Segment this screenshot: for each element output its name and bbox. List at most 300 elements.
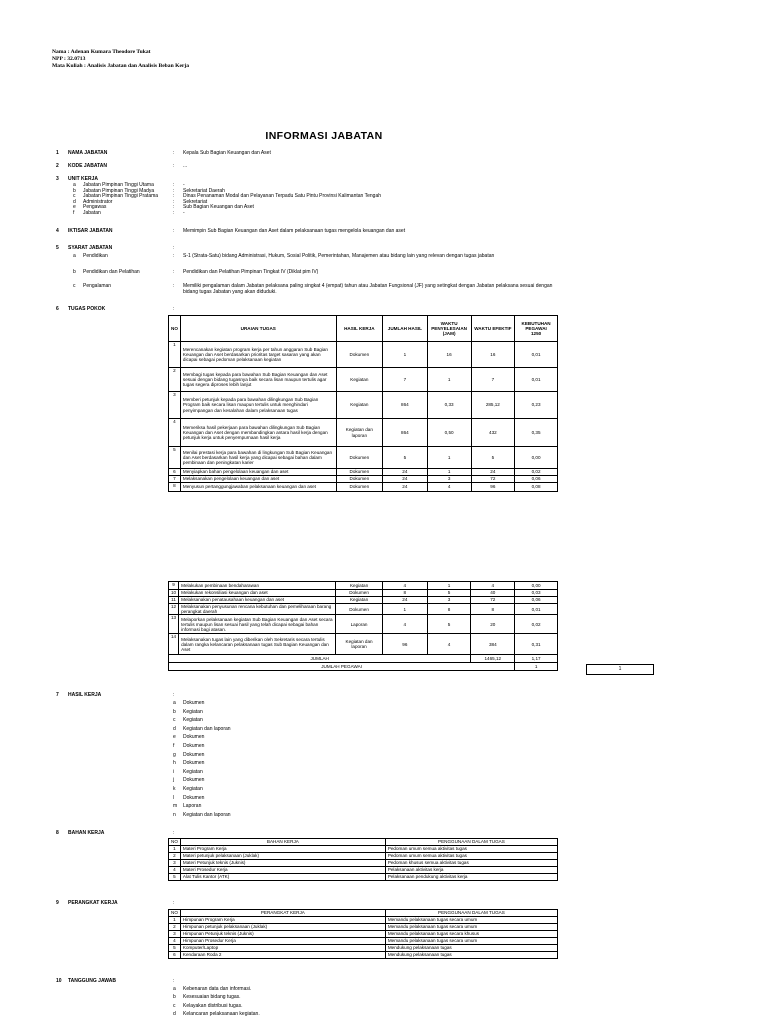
section-label: BAHAN KERJA bbox=[68, 830, 105, 836]
cell-waktu-penyelesaian: 8 bbox=[427, 604, 471, 615]
cell-no: 4 bbox=[169, 419, 181, 447]
list-item: Laporan bbox=[183, 803, 202, 810]
item-label: Pendidikan bbox=[83, 253, 108, 259]
colon: : bbox=[173, 692, 175, 698]
list-item-letter: b bbox=[173, 708, 176, 715]
section-number: 3 bbox=[56, 176, 59, 182]
list-item-letter: k bbox=[173, 786, 176, 792]
cell-kebutuhan-pegawai: 0,08 bbox=[515, 483, 558, 492]
cell-item: Materi petunjuk pelaksanaan (Juklak) bbox=[180, 853, 385, 860]
section-label: IKTISAR JABATAN bbox=[68, 228, 113, 234]
col-header-kebutuhan-pegawai bbox=[515, 316, 558, 342]
col-header-no: NO bbox=[169, 910, 181, 917]
cell-kebutuhan-pegawai: 0,01 bbox=[515, 604, 558, 615]
section-label: TANGGUNG JAWAB bbox=[68, 978, 116, 984]
jumlah-label: JUMLAH bbox=[169, 655, 471, 663]
col-header-no: NO bbox=[169, 316, 181, 342]
table-row bbox=[169, 924, 558, 931]
col-header-jumlah: JUMLAH HASIL bbox=[383, 316, 428, 342]
item-value: Sekretariat Daerah bbox=[183, 187, 225, 194]
cell-jumlah-hasil: 24 bbox=[382, 597, 427, 604]
list-item-letter: d bbox=[173, 725, 176, 732]
item-label: Jabatan bbox=[83, 210, 101, 216]
section-hasil-kerja bbox=[0, 692, 768, 700]
col-header-waktu-penyelesaian: WAKTU PENYELESAIAN (JAM) bbox=[427, 316, 471, 342]
cell-jumlah-hasil: 24 bbox=[383, 483, 428, 492]
cell-penggunaan: Pedoman khusus semua aktivitas tugas bbox=[385, 860, 557, 867]
cell-penggunaan: Mendukung pelaksanaan tugas bbox=[385, 945, 557, 952]
cell-waktu-penyelesaian: 1 bbox=[427, 469, 471, 476]
table-row bbox=[169, 917, 558, 924]
cell-kebutuhan-pegawai: 0,00 bbox=[515, 582, 558, 590]
jumlah-pegawai-label: JUMLAH PEGAWAI bbox=[169, 663, 515, 671]
col-header-penggunaan: PENGGUNAAN DALAM TUGAS bbox=[385, 910, 557, 917]
table-row bbox=[169, 945, 558, 952]
section-bahan-kerja bbox=[0, 830, 768, 838]
jumlah-waktu-efektif: 1465,12 bbox=[471, 655, 515, 663]
tugas-pokok-table bbox=[168, 315, 558, 492]
table-row bbox=[169, 634, 558, 655]
cell-waktu-penyelesaian: 5 bbox=[427, 590, 471, 597]
cell-uraian: Melakukan rekonsiliasi keuangan dan aset bbox=[179, 590, 336, 597]
table-row bbox=[169, 590, 558, 597]
cell-kebutuhan-pegawai: 0,01 bbox=[515, 342, 558, 368]
cell-no: 4 bbox=[169, 938, 181, 945]
cell-jumlah-hasil: 4 bbox=[382, 615, 427, 634]
item-label: Pengalaman bbox=[83, 283, 112, 289]
list-item-letter: a bbox=[173, 700, 176, 706]
list-item: Kegiatan bbox=[183, 708, 203, 715]
cell-no: 1 bbox=[169, 846, 181, 853]
jumlah-row bbox=[169, 655, 558, 663]
cell-waktu-efektif: 8 bbox=[471, 604, 515, 615]
cell-hasil-kerja: Dokumen bbox=[336, 342, 383, 368]
list-item: Dokumen bbox=[183, 743, 205, 749]
list-item-letter: h bbox=[173, 760, 176, 767]
colon: : bbox=[173, 163, 175, 169]
cell-waktu-penyelesaian: 1 bbox=[427, 582, 471, 590]
kebutuhan-label: KEBUTUHAN PEGAWAI bbox=[521, 320, 551, 331]
cell-waktu-efektif: 384 bbox=[471, 634, 515, 655]
cell-uraian: Membagi tugas kepada para bawahan Sub Bagian Keuangan dan Aset sesuai dengan bidang tugasnya baik secara lisan maupun tertulis agar tugas segera diproses lebih lanjut bbox=[180, 368, 336, 392]
hasil-kerja-list bbox=[0, 700, 768, 820]
cell-hasil-kerja: Dokumen bbox=[336, 447, 383, 469]
cell-jumlah-hasil: 864 bbox=[383, 392, 428, 419]
table-row bbox=[169, 931, 558, 938]
cell-waktu-efektif: 72 bbox=[471, 597, 515, 604]
cell-no: 7 bbox=[169, 476, 181, 483]
col-header-waktu-efektif: WAKTU EFEKTIF bbox=[471, 316, 515, 342]
item-label: Jabatan Pimpinan Tinggi Madya bbox=[83, 187, 155, 194]
cell-penggunaan: Pedoman umum semua aktivitas tugas bbox=[385, 846, 557, 853]
colon: : bbox=[173, 830, 175, 836]
cell-no: 12 bbox=[169, 604, 179, 615]
cell-kebutuhan-pegawai: 0,03 bbox=[515, 590, 558, 597]
cell-jumlah-hasil: 7 bbox=[383, 368, 428, 392]
cell-uraian: Memeriksa hasil pekerjaan para bawahan dilingkungan Sub Bagian Keuangan dan Aset dengan membandingkan antara hasil kerja dengan petunjuk kerja untuk penyempurnaan hasil kerja bbox=[180, 419, 336, 447]
cell-no: 2 bbox=[169, 924, 181, 931]
col-header-bahan: BAHAN KERJA bbox=[180, 839, 385, 846]
cell-jumlah-hasil: 24 bbox=[383, 469, 428, 476]
cell-penggunaan: Memandu pelaksanaan tugas secara umum bbox=[385, 938, 557, 945]
item-letter: f bbox=[73, 210, 75, 216]
table-row bbox=[169, 368, 558, 392]
cell-no: 2 bbox=[169, 368, 181, 392]
item-label: Administrator bbox=[83, 198, 113, 205]
cell-no: 5 bbox=[169, 447, 181, 469]
cell-hasil-kerja: Dokumen bbox=[336, 604, 383, 615]
section-kode-jabatan bbox=[0, 163, 768, 171]
list-item: Kegiatan bbox=[183, 786, 203, 792]
cell-hasil-kerja: Kegiatan bbox=[336, 582, 383, 590]
section-number: 5 bbox=[56, 245, 59, 251]
cell-jumlah-hasil: 5 bbox=[383, 447, 428, 469]
item-value: - bbox=[183, 182, 185, 188]
item-letter: a bbox=[73, 253, 76, 259]
cell-item: Materi Prosedur Kerja bbox=[180, 867, 385, 874]
list-item: Kelancaran pelaksanaan kegiatan. bbox=[183, 1011, 260, 1018]
cell-kebutuhan-pegawai: 0,06 bbox=[515, 476, 558, 483]
item-letter: b bbox=[73, 187, 76, 194]
colon: : bbox=[173, 204, 175, 211]
list-item: Dokumen bbox=[183, 777, 205, 784]
cell-jumlah-hasil: 96 bbox=[382, 634, 427, 655]
colon: : bbox=[173, 210, 175, 216]
item-value: Sekretariat bbox=[183, 198, 208, 205]
list-item-letter: d bbox=[173, 1011, 176, 1018]
table-row bbox=[169, 419, 558, 447]
cell-kebutuhan-pegawai: 0,31 bbox=[515, 634, 558, 655]
colon: : bbox=[173, 978, 175, 984]
cell-no: 13 bbox=[169, 615, 179, 634]
section-label: HASIL KERJA bbox=[68, 692, 102, 698]
student-npp: NPP : 32.0713 bbox=[52, 56, 86, 62]
cell-kebutuhan-pegawai: 0,35 bbox=[515, 419, 558, 447]
item-value: - bbox=[183, 210, 185, 216]
cell-kebutuhan-pegawai: 0,23 bbox=[515, 392, 558, 419]
list-item: Dokumen bbox=[183, 700, 205, 706]
cell-waktu-penyelesaian: 4 bbox=[427, 634, 471, 655]
section-number: 6 bbox=[56, 306, 59, 312]
table-row bbox=[169, 342, 558, 368]
item-letter: e bbox=[73, 204, 76, 211]
tanggung-jawab-list bbox=[0, 986, 768, 1022]
cell-waktu-penyelesaian: 1 bbox=[427, 447, 471, 469]
section-iktisar-jabatan bbox=[0, 228, 768, 236]
cell-no: 14 bbox=[169, 634, 179, 655]
table-row bbox=[169, 483, 558, 492]
table-row bbox=[169, 952, 558, 959]
cell-hasil-kerja: Dokumen bbox=[336, 483, 383, 492]
tugas-pokok-table-continued bbox=[168, 581, 558, 671]
section-number: 4 bbox=[56, 228, 59, 234]
cell-hasil-kerja: Kegiatan dan laporan bbox=[336, 634, 383, 655]
cell-uraian: Melaksanakan penyusunan rencana kebutuhan dan pemeliharaan barang perangkat daerah bbox=[179, 604, 336, 615]
cell-hasil-kerja: Kegiatan bbox=[336, 368, 383, 392]
cell-hasil-kerja: Kegiatan bbox=[336, 392, 383, 419]
cell-no: 3 bbox=[169, 392, 181, 419]
item-label: Pengawas bbox=[83, 204, 107, 211]
cell-waktu-efektif: 96 bbox=[471, 483, 515, 492]
cell-kebutuhan-pegawai: 0,02 bbox=[515, 469, 558, 476]
item-value: Sub Bagian Keuangan dan Aset bbox=[183, 204, 254, 211]
cell-jumlah-hasil: 864 bbox=[383, 419, 428, 447]
section-number: 1 bbox=[56, 150, 59, 156]
cell-item: Himpunan Program Kerja bbox=[180, 917, 385, 924]
cell-waktu-efektif: 4 bbox=[471, 582, 515, 590]
list-item-letter: i bbox=[173, 768, 175, 775]
colon: : bbox=[173, 228, 175, 234]
jumlah-pegawai-row bbox=[169, 663, 558, 671]
section-number: 10 bbox=[56, 978, 62, 984]
list-item: Kebenaran data dan informasi. bbox=[183, 986, 252, 992]
table-row bbox=[169, 615, 558, 634]
cell-no: 6 bbox=[169, 469, 181, 476]
section-number: 7 bbox=[56, 692, 59, 698]
col-header-perangkat: PERANGKAT KERJA bbox=[180, 910, 385, 917]
colon: : bbox=[173, 245, 175, 251]
colon: : bbox=[173, 150, 175, 156]
cell-uraian: Melaksanakan pengelolaan keuangan dan aset bbox=[180, 476, 336, 483]
section-label: SYARAT JABATAN bbox=[68, 245, 113, 251]
cell-no: 3 bbox=[169, 860, 181, 867]
cell-jumlah-hasil: 4 bbox=[382, 582, 427, 590]
colon: : bbox=[173, 900, 175, 906]
col-header-hasil: HASIL KERJA bbox=[336, 316, 383, 342]
cell-uraian: Melaksanakan tugas lain yang diberikan oleh Sekretaris secara tertulis dalam rangka kelancaran pelaksanaan tugas Sub Bagian Keuangan dan Aset bbox=[179, 634, 336, 655]
item-value: Pendidikan dan Pelatihan Pimpinan Tingkat IV (Diklat pim IV) bbox=[183, 269, 319, 275]
cell-kebutuhan-pegawai: 0,02 bbox=[515, 615, 558, 634]
list-item-letter: m bbox=[173, 803, 178, 810]
cell-waktu-penyelesaian: 4 bbox=[427, 483, 471, 492]
list-item-letter: j bbox=[173, 777, 175, 784]
table-row bbox=[169, 469, 558, 476]
cell-hasil-kerja: Dokumen bbox=[336, 469, 383, 476]
section-number: 9 bbox=[56, 900, 59, 906]
section-value: Kepala Sub Bagian Keuangan dan Aset bbox=[183, 150, 271, 156]
cell-waktu-efektif: 40 bbox=[471, 590, 515, 597]
list-item-letter: a bbox=[173, 986, 176, 992]
cell-item: Himpunan petunjuk pelaksanaan (Juklak) bbox=[180, 924, 385, 931]
cell-waktu-efektif: 5 bbox=[471, 447, 515, 469]
cell-no: 11 bbox=[169, 597, 179, 604]
list-item-letter: f bbox=[173, 743, 175, 749]
perangkat-rows bbox=[169, 917, 558, 959]
cell-waktu-efektif: 72 bbox=[471, 476, 515, 483]
list-item: Kegiatan bbox=[183, 717, 203, 724]
table-row bbox=[169, 392, 558, 419]
cell-waktu-penyelesaian: 0,50 bbox=[427, 419, 471, 447]
section-value: Memimpin Sub Bagian Keuangan dan Aset dalam pelaksanaan tugas mengelola keuangan dan aset bbox=[183, 228, 406, 234]
section-label: KODE JABATAN bbox=[68, 163, 107, 169]
kebutuhan-sub: 1250 bbox=[530, 331, 542, 337]
cell-waktu-penyelesaian: 1 bbox=[427, 368, 471, 392]
page-title: INFORMASI JABATAN bbox=[265, 130, 383, 142]
table-row bbox=[169, 867, 558, 874]
table-row bbox=[169, 846, 558, 853]
colon: : bbox=[173, 306, 175, 312]
section-label: TUGAS POKOK bbox=[68, 306, 106, 312]
document-header bbox=[52, 49, 189, 70]
cell-no: 8 bbox=[169, 483, 181, 492]
cell-jumlah-hasil: 1 bbox=[383, 342, 428, 368]
cell-hasil-kerja: Laporan bbox=[336, 615, 383, 634]
cell-uraian: Melakukan pembinaan bendaharawan bbox=[179, 582, 336, 590]
section-label: PERANGKAT KERJA bbox=[68, 900, 118, 906]
list-item-letter: c bbox=[173, 1002, 176, 1009]
cell-item: Alat Tulis Kantor (ATK) bbox=[180, 874, 385, 881]
cell-kebutuhan-pegawai: 0,01 bbox=[515, 368, 558, 392]
cell-penggunaan: Pelaksanaan pendukung aktivitas kerja bbox=[385, 874, 557, 881]
cell-kebutuhan-pegawai: 0,06 bbox=[515, 597, 558, 604]
section-nama-jabatan bbox=[0, 150, 768, 158]
item-value: S-1 (Strata-Satu) bidang Administrasi, Hukum, Sosial Politik, Pemerintahan, Manajemen atau bidang lain yang relevan dengan tugas jabatan bbox=[183, 253, 495, 259]
item-letter: c bbox=[73, 283, 76, 289]
item-label: Pendidikan dan Pelatihan bbox=[83, 269, 140, 275]
cell-uraian: Menilai prestasi kerja para bawahan di lingkungan Sub Bagian Keuangan dan Aset berdasarkan hasil kerja yang dicapai sebagai bahan dalam pembinaan dan peningkatan karier bbox=[180, 447, 336, 469]
table-header-row bbox=[169, 910, 558, 917]
item-letter: d bbox=[73, 198, 76, 205]
list-item-letter: l bbox=[173, 794, 175, 801]
cell-no: 2 bbox=[169, 853, 181, 860]
cell-item: Himpunan Prosedur Kerja bbox=[180, 938, 385, 945]
cell-item: Komputer/Laptop bbox=[180, 945, 385, 952]
cell-penggunaan: Pedoman umum semua aktivitas tugas bbox=[385, 853, 557, 860]
cell-kebutuhan-pegawai: 0,00 bbox=[515, 447, 558, 469]
item-label: Jabatan Pimpinan Tinggi Utama bbox=[83, 182, 154, 188]
tugas-rows-1 bbox=[169, 342, 558, 492]
section-perangkat-kerja bbox=[0, 900, 768, 908]
section-number: 8 bbox=[56, 830, 59, 836]
cell-waktu-penyelesaian: 5 bbox=[427, 615, 471, 634]
cell-no: 1 bbox=[169, 917, 181, 924]
cell-jumlah-hasil: 24 bbox=[383, 476, 428, 483]
cell-hasil-kerja: Dokumen bbox=[336, 476, 383, 483]
jumlah-pegawai-value: 1 bbox=[515, 663, 558, 671]
item-value: Dinas Penanaman Modal dan Pelayanan Terpadu Satu Pintu Provinsi Kalimantan Tengah bbox=[183, 193, 382, 200]
bahan-rows bbox=[169, 846, 558, 881]
table-header-row bbox=[169, 316, 558, 342]
list-item: Dokumen bbox=[183, 794, 205, 801]
cell-waktu-penyelesaian: 0,33 bbox=[427, 392, 471, 419]
cell-penggunaan: Mendukung pelaksanaan tugas bbox=[385, 952, 557, 959]
cell-waktu-efektif: 7 bbox=[471, 368, 515, 392]
bahan-kerja-table bbox=[168, 838, 558, 881]
section-unit-kerja bbox=[0, 176, 768, 226]
cell-uraian: Merencanakan kegiatan program kerja per tahun anggaran Sub Bagian Keuangan dan Aset berdasarkan prioritas target sasaran yang akan dicapai sebagai pedoman pelaksanaan kegiatan bbox=[180, 342, 336, 368]
list-item: Kegiatan dan laporan bbox=[183, 725, 231, 732]
table-row bbox=[169, 604, 558, 615]
cell-no: 5 bbox=[169, 945, 181, 952]
section-tugas-pokok bbox=[0, 306, 768, 314]
table-row bbox=[169, 938, 558, 945]
cell-no: 6 bbox=[169, 952, 181, 959]
side-count-box: 1 bbox=[586, 664, 654, 675]
cell-item: Materi Petunjuk teknis (Juknis) bbox=[180, 860, 385, 867]
cell-no: 3 bbox=[169, 931, 181, 938]
colon: : bbox=[173, 269, 175, 275]
cell-penggunaan: Memandu pelaksanaan tugas secara umum bbox=[385, 924, 557, 931]
cell-hasil-kerja: Dokumen bbox=[336, 590, 383, 597]
col-header-penggunaan: PENGGUNAAN DALAM TUGAS bbox=[385, 839, 557, 846]
item-letter: c bbox=[73, 193, 76, 200]
list-item-letter: e bbox=[173, 734, 176, 741]
section-syarat-jabatan bbox=[0, 245, 768, 301]
cell-hasil-kerja: Kegiatan dan laporan bbox=[336, 419, 383, 447]
cell-waktu-efektif: 285,12 bbox=[471, 392, 515, 419]
perangkat-kerja-table bbox=[168, 909, 558, 959]
cell-jumlah-hasil: 8 bbox=[382, 590, 427, 597]
table-header-row bbox=[169, 839, 558, 846]
item-letter: a bbox=[73, 182, 76, 188]
list-item: Dokumen bbox=[183, 760, 205, 767]
table-row bbox=[169, 582, 558, 590]
list-item-letter: b bbox=[173, 994, 176, 1001]
cell-item: Himpunan Petunjuk teknis (Juknis) bbox=[180, 931, 385, 938]
list-item: Kelayakan distribusi tugas. bbox=[183, 1002, 243, 1009]
section-tanggung-jawab bbox=[0, 978, 768, 986]
cell-waktu-penyelesaian: 3 bbox=[427, 597, 471, 604]
list-item: Dokumen bbox=[183, 734, 205, 741]
cell-uraian: Menyiapkan bahan pengelolaan keuangan dan aset bbox=[180, 469, 336, 476]
cell-no: 4 bbox=[169, 867, 181, 874]
cell-no: 1 bbox=[169, 342, 181, 368]
cell-uraian: Menyusun pertanggungjawaban pelaksanaan keuangan dan aset bbox=[180, 483, 336, 492]
tugas-rows-2 bbox=[169, 582, 558, 655]
colon: : bbox=[173, 283, 175, 289]
table-row bbox=[169, 853, 558, 860]
list-item-letter: c bbox=[173, 717, 176, 724]
list-item-letter: g bbox=[173, 751, 176, 758]
section-number: 2 bbox=[56, 163, 59, 169]
cell-waktu-penyelesaian: 3 bbox=[427, 476, 471, 483]
cell-waktu-penyelesaian: 16 bbox=[427, 342, 471, 368]
colon: : bbox=[173, 253, 175, 259]
cell-uraian: Memberi petunjuk kepada para bawahan dilingkungan Sub Bagian Program baik secara lisan maupun tertulis untuk menghindari penyimpangan dan kesalahan dalam pelaksanaan tugas bbox=[180, 392, 336, 419]
item-letter: b bbox=[73, 269, 76, 275]
course-name: Mata Kuliah : Analisis Jabatan dan Analisis Beban Kerja bbox=[52, 63, 190, 69]
col-header-uraian: URAIAN TUGAS bbox=[180, 316, 336, 342]
cell-item: Kendaraan Roda 2 bbox=[180, 952, 385, 959]
cell-penggunaan: Memandu pelaksanaan tugas secara umum bbox=[385, 917, 557, 924]
cell-no: 5 bbox=[169, 874, 181, 881]
jumlah-kebutuhan: 1,17 bbox=[515, 655, 558, 663]
section-label: NAMA JABATAN bbox=[68, 150, 108, 156]
cell-item: Materi Program Kerja bbox=[180, 846, 385, 853]
item-label: Jabatan Pimpinan Tinggi Pratama bbox=[83, 193, 159, 200]
cell-penggunaan: Memandu pelaksanaan tugas secara khusus bbox=[385, 931, 557, 938]
cell-waktu-efektif: 20 bbox=[471, 615, 515, 634]
cell-waktu-efektif: 432 bbox=[471, 419, 515, 447]
list-item: Dokumen bbox=[183, 751, 205, 758]
list-item: Kegiatan dan laporan bbox=[183, 811, 231, 818]
cell-penggunaan: Pelaksanaan aktivitas kerja bbox=[385, 867, 557, 874]
cell-hasil-kerja: Kegiatan bbox=[336, 597, 383, 604]
table-row bbox=[169, 597, 558, 604]
item-value: Memiliki pengalaman dalam Jabatan pelaksana paling singkat 4 (empat) tahun atau Jabatan Fungsional (JF) yang setingkat dengan Jabatan pelaksana sesuai dengan bidang tugas Jabatan yang akan diduduki. bbox=[183, 283, 553, 296]
table-row bbox=[169, 476, 558, 483]
cell-uraian: Melaksanakan penatausahaan keuangan dan aset bbox=[179, 597, 336, 604]
list-item: Kesesuaian bidang tugas. bbox=[183, 994, 241, 1001]
table-row bbox=[169, 447, 558, 469]
cell-jumlah-hasil: 1 bbox=[382, 604, 427, 615]
section-value: ... bbox=[183, 163, 188, 169]
colon: : bbox=[173, 193, 175, 200]
colon: : bbox=[173, 182, 175, 188]
list-item: Kegiatan bbox=[183, 768, 203, 775]
student-name: Nama : Adenan Kumara Theodore Tukat bbox=[52, 49, 151, 55]
colon: : bbox=[173, 187, 175, 194]
